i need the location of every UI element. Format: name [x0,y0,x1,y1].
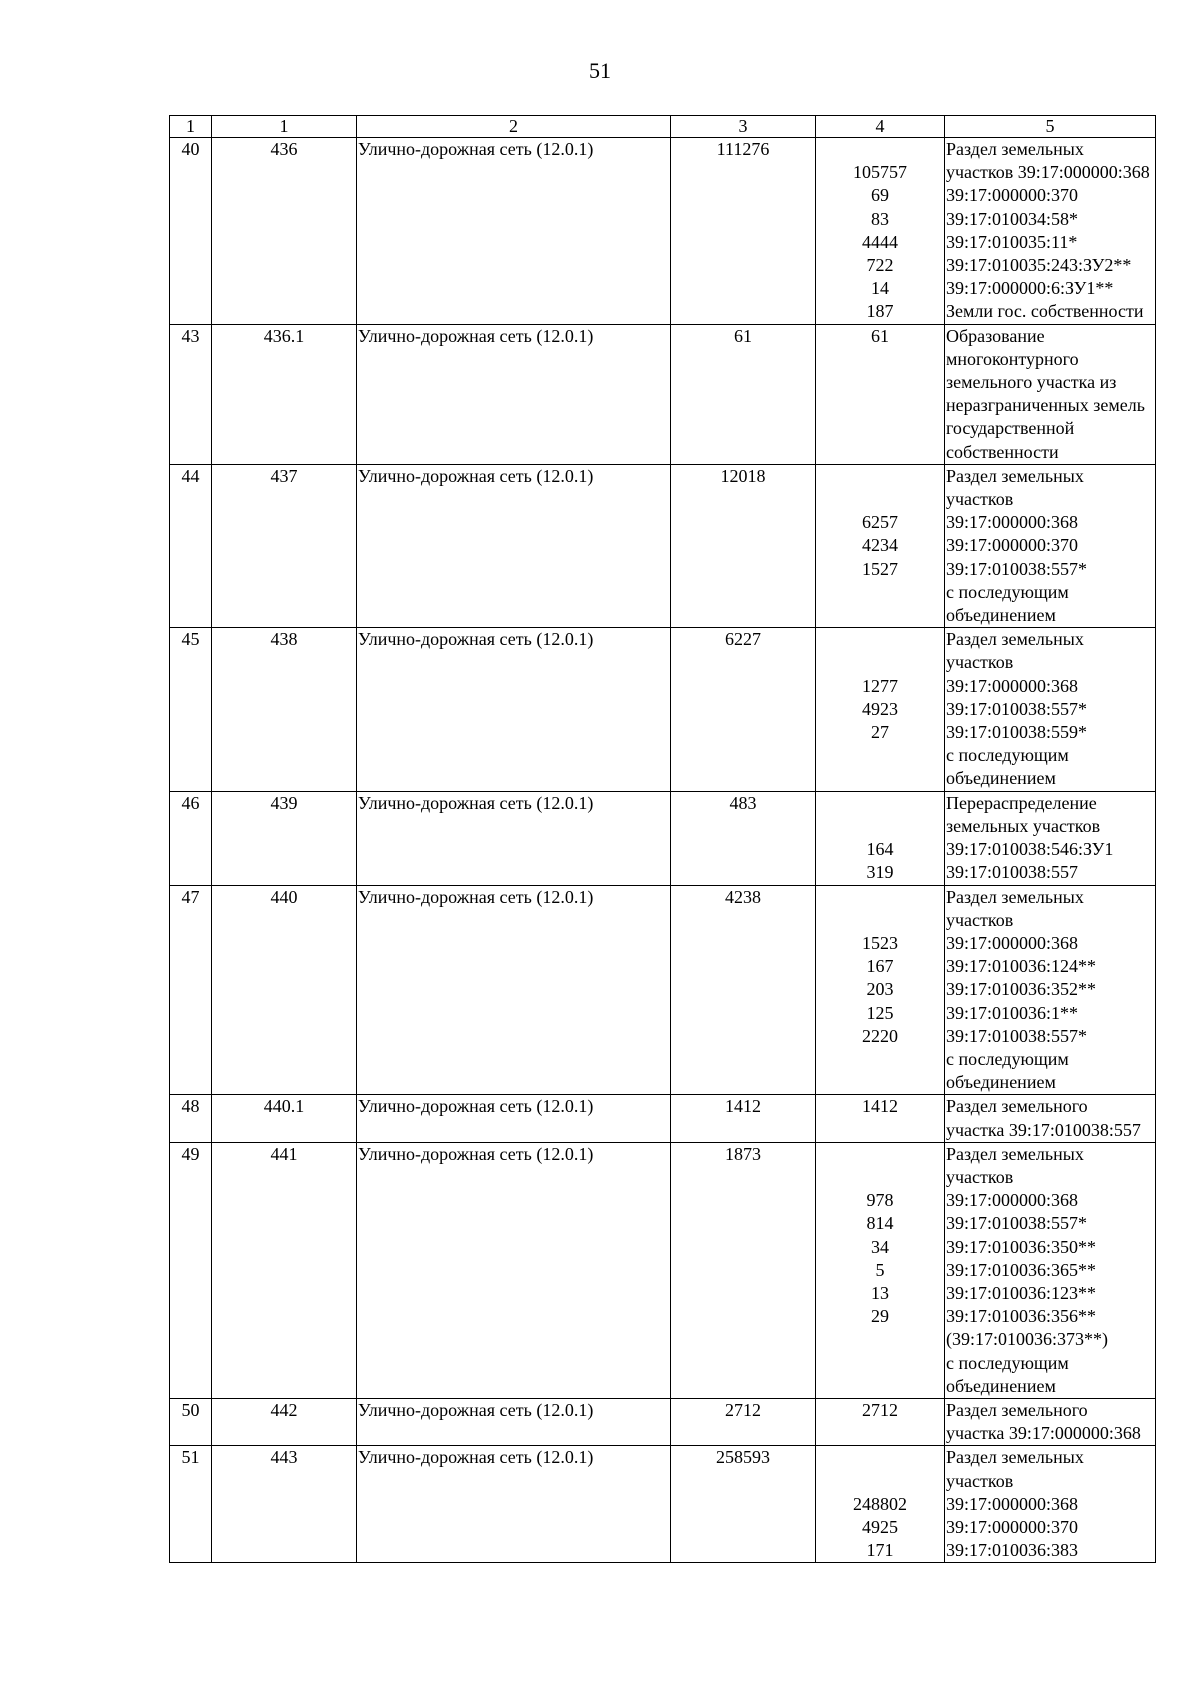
note-line: 39:17:000000:368 [946,675,1079,696]
part-area-value [817,1446,943,1469]
note-line: 39:17:010035:243:ЗУ2** [946,255,1132,276]
parcels-table [169,115,1156,1563]
part-area-value: 978 [866,1190,894,1211]
land-use-cell: Улично-дорожная сеть (12.0.1) [357,138,671,325]
note-line: Раздел земельных [946,886,1084,907]
row-number-cell: 47 [170,885,212,1095]
notes-cell [945,628,1156,791]
note-line: участков [946,1166,1014,1187]
part-area-value: 1412 [862,1096,898,1117]
note-line: объединением [946,1375,1056,1396]
column-header: 4 [816,116,945,138]
table-body [170,138,1156,1563]
column-header: 5 [945,116,1156,138]
note-line: земельных участков [946,815,1101,836]
note-line: 39:17:010038:557* [946,558,1088,579]
part-area-value: 171 [866,1540,894,1561]
notes-cell [945,1095,1156,1142]
note-line: объединением [946,768,1056,789]
plot-code-cell: 440 [212,885,357,1095]
land-use-cell: Улично-дорожная сеть (12.0.1) [357,628,671,791]
land-use-cell: Улично-дорожная сеть (12.0.1) [357,885,671,1095]
note-line: неразграниченных земель [946,395,1145,416]
plot-code-cell: 437 [212,464,357,627]
note-line: Раздел земельного [946,1399,1088,1420]
row-number-cell: 48 [170,1095,212,1142]
part-area-value [817,1143,943,1166]
plot-code-cell: 443 [212,1446,357,1563]
part-area-value: 5 [875,1259,885,1280]
note-line: 39:17:010035:11* [946,231,1078,252]
note-line: Раздел земельных [946,139,1084,159]
row-number-cell: 50 [170,1398,212,1445]
table-row [170,628,1156,791]
notes-cell [945,885,1156,1095]
area-cell: 61 [671,324,816,464]
part-area-value: 1523 [862,932,898,953]
note-line: 39:17:010036:365** [946,1259,1097,1280]
area-cell: 4238 [671,885,816,1095]
land-use-cell: Улично-дорожная сеть (12.0.1) [357,791,671,885]
area-cell: 2712 [671,1398,816,1445]
part-area-value: 164 [866,839,894,860]
part-area-value: 1277 [862,675,898,696]
note-line: объединением [946,605,1056,626]
note-line: земельного участка из [946,372,1117,393]
part-areas-cell [816,1142,945,1398]
area-cell: 6227 [671,628,816,791]
area-cell: 1873 [671,1142,816,1398]
table-header-row [170,116,1156,138]
note-line: 39:17:010034:58* [946,208,1079,229]
part-area-value [817,465,943,488]
row-number-cell: 51 [170,1446,212,1563]
column-header: 3 [671,116,816,138]
row-number-cell: 40 [170,138,212,325]
plot-code-cell: 440.1 [212,1095,357,1142]
part-area-value [817,815,943,838]
note-line: с последующим [946,581,1069,602]
notes-cell [945,791,1156,885]
part-area-value [817,1166,943,1189]
part-area-value [817,651,943,674]
part-area-value: 187 [866,301,894,322]
note-line: собственности [946,441,1059,462]
note-line: многоконтурного [946,348,1079,369]
part-areas-cell [816,628,945,791]
note-line: Раздел земельных [946,1143,1084,1164]
part-area-value: 4925 [862,1516,898,1537]
part-area-value: 4444 [862,231,898,252]
note-line: 39:17:000000:368 [946,512,1079,533]
column-header: 1 [170,116,212,138]
note-line: 39:17:000000:370 [946,1516,1079,1537]
part-area-value [817,1470,943,1493]
note-line: 39:17:010036:352** [946,979,1097,1000]
note-line: 39:17:000000:370 [946,185,1079,206]
note-line: 39:17:010036:356** [946,1306,1097,1327]
note-line: 39:17:010038:557* [946,1213,1088,1234]
notes-cell [945,464,1156,627]
notes-cell [945,138,1156,325]
page-number: 51 [589,58,611,83]
table-row [170,885,1156,1095]
row-number-cell: 44 [170,464,212,627]
part-areas-cell [816,324,945,464]
plot-code-cell: 436 [212,138,357,325]
note-line: 39:17:010036:383 [946,1540,1079,1561]
part-area-value [817,488,943,511]
part-areas-cell [816,464,945,627]
note-line: Земли гос. собственности [946,301,1144,322]
note-line: с последующим [946,1048,1069,1069]
note-line: участков [946,909,1014,930]
note-line: Раздел земельного [946,1096,1088,1117]
part-area-value: 13 [871,1282,889,1303]
note-line: 39:17:010036:350** [946,1236,1097,1257]
row-number-cell: 43 [170,324,212,464]
row-number-cell: 49 [170,1142,212,1398]
part-area-value: 319 [866,862,894,883]
row-number-cell: 45 [170,628,212,791]
column-header: 2 [357,116,671,138]
part-area-value [817,886,943,909]
area-cell: 483 [671,791,816,885]
note-line: 39:17:000000:368 [946,1190,1079,1211]
part-area-value: 4234 [862,535,898,556]
note-line: участков [946,1470,1014,1491]
part-area-value: 69 [871,185,889,206]
note-line: Раздел земельных [946,1447,1084,1468]
table-row [170,1095,1156,1142]
part-areas-cell [816,1095,945,1142]
row-number-cell: 46 [170,791,212,885]
part-area-value: 248802 [853,1493,907,1514]
part-area-value: 2712 [862,1399,898,1420]
note-line: 39:17:000000:368 [946,932,1079,953]
part-area-value: 83 [871,208,889,229]
note-line: объединением [946,1072,1056,1093]
part-areas-cell [816,1398,945,1445]
notes-cell [945,1398,1156,1445]
note-line: 39:17:010036:124** [946,956,1097,977]
part-area-value: 167 [866,956,894,977]
table-row [170,324,1156,464]
part-areas-cell [816,885,945,1095]
note-line: участка 39:17:000000:368 [946,1423,1141,1444]
part-area-value: 29 [871,1306,889,1327]
note-line: с последующим [946,1352,1069,1373]
note-line: 39:17:010038:557 [946,862,1079,883]
part-area-value: 203 [866,979,894,1000]
part-area-value [817,909,943,932]
land-use-cell: Улично-дорожная сеть (12.0.1) [357,1142,671,1398]
table-row [170,1446,1156,1563]
part-area-value: 2220 [862,1025,898,1046]
note-line: 39:17:010036:1** [946,1002,1079,1023]
part-areas-cell [816,791,945,885]
part-area-value: 34 [871,1236,889,1257]
note-line: участка 39:17:010038:557 [946,1119,1141,1140]
note-line: участков [946,652,1014,673]
area-cell: 12018 [671,464,816,627]
part-area-value: 61 [871,325,889,346]
note-line: Перераспределение [946,792,1097,813]
plot-code-cell: 442 [212,1398,357,1445]
area-cell: 1412 [671,1095,816,1142]
note-line: 39:17:000000:6:ЗУ1** [946,278,1114,299]
plot-code-cell: 439 [212,791,357,885]
notes-cell [945,1142,1156,1398]
part-area-value: 722 [866,255,894,276]
part-area-value [817,138,943,161]
notes-cell [945,324,1156,464]
area-cell: 258593 [671,1446,816,1563]
notes-cell [945,1446,1156,1563]
column-header: 1 [212,116,357,138]
note-line: 39:17:010036:123** [946,1282,1097,1303]
table-row [170,1142,1156,1398]
note-line: (39:17:010036:373**) [946,1329,1108,1350]
part-area-value [817,792,943,815]
area-cell: 111276 [671,138,816,325]
note-line: 39:17:010038:559* [946,722,1088,743]
table-row [170,464,1156,627]
part-areas-cell [816,138,945,325]
table-row [170,1398,1156,1445]
plot-code-cell: 441 [212,1142,357,1398]
land-use-cell: Улично-дорожная сеть (12.0.1) [357,1095,671,1142]
part-area-value: 27 [871,722,889,743]
note-line: государственной [946,418,1075,439]
part-area-value: 1527 [862,558,898,579]
note-line: 39:17:000000:368 [946,1493,1079,1514]
part-area-value: 6257 [862,512,898,533]
part-area-value: 105757 [853,162,907,183]
note-line: участков [946,489,1014,510]
note-line: 39:17:010038:546:ЗУ1 [946,839,1114,860]
note-line: Раздел земельных [946,629,1084,650]
note-line: 39:17:000000:370 [946,535,1079,556]
land-use-cell: Улично-дорожная сеть (12.0.1) [357,1398,671,1445]
plot-code-cell: 438 [212,628,357,791]
part-area-value: 125 [866,1002,894,1023]
land-use-cell: Улично-дорожная сеть (12.0.1) [357,464,671,627]
note-line: Образование [946,325,1045,346]
note-line: с последующим [946,745,1069,766]
table-row [170,791,1156,885]
part-area-value: 14 [871,278,889,299]
plot-code-cell: 436.1 [212,324,357,464]
part-area-value: 814 [866,1213,894,1234]
land-use-cell: Улично-дорожная сеть (12.0.1) [357,1446,671,1563]
note-line: 39:17:010038:557* [946,1025,1088,1046]
land-use-cell: Улично-дорожная сеть (12.0.1) [357,324,671,464]
note-line: Раздел земельных [946,465,1084,486]
part-areas-cell [816,1446,945,1563]
note-line: участков 39:17:000000:368 [946,162,1150,183]
part-area-value: 4923 [862,698,898,719]
part-area-value [817,628,943,651]
table-row [170,138,1156,325]
note-line: 39:17:010038:557* [946,698,1088,719]
